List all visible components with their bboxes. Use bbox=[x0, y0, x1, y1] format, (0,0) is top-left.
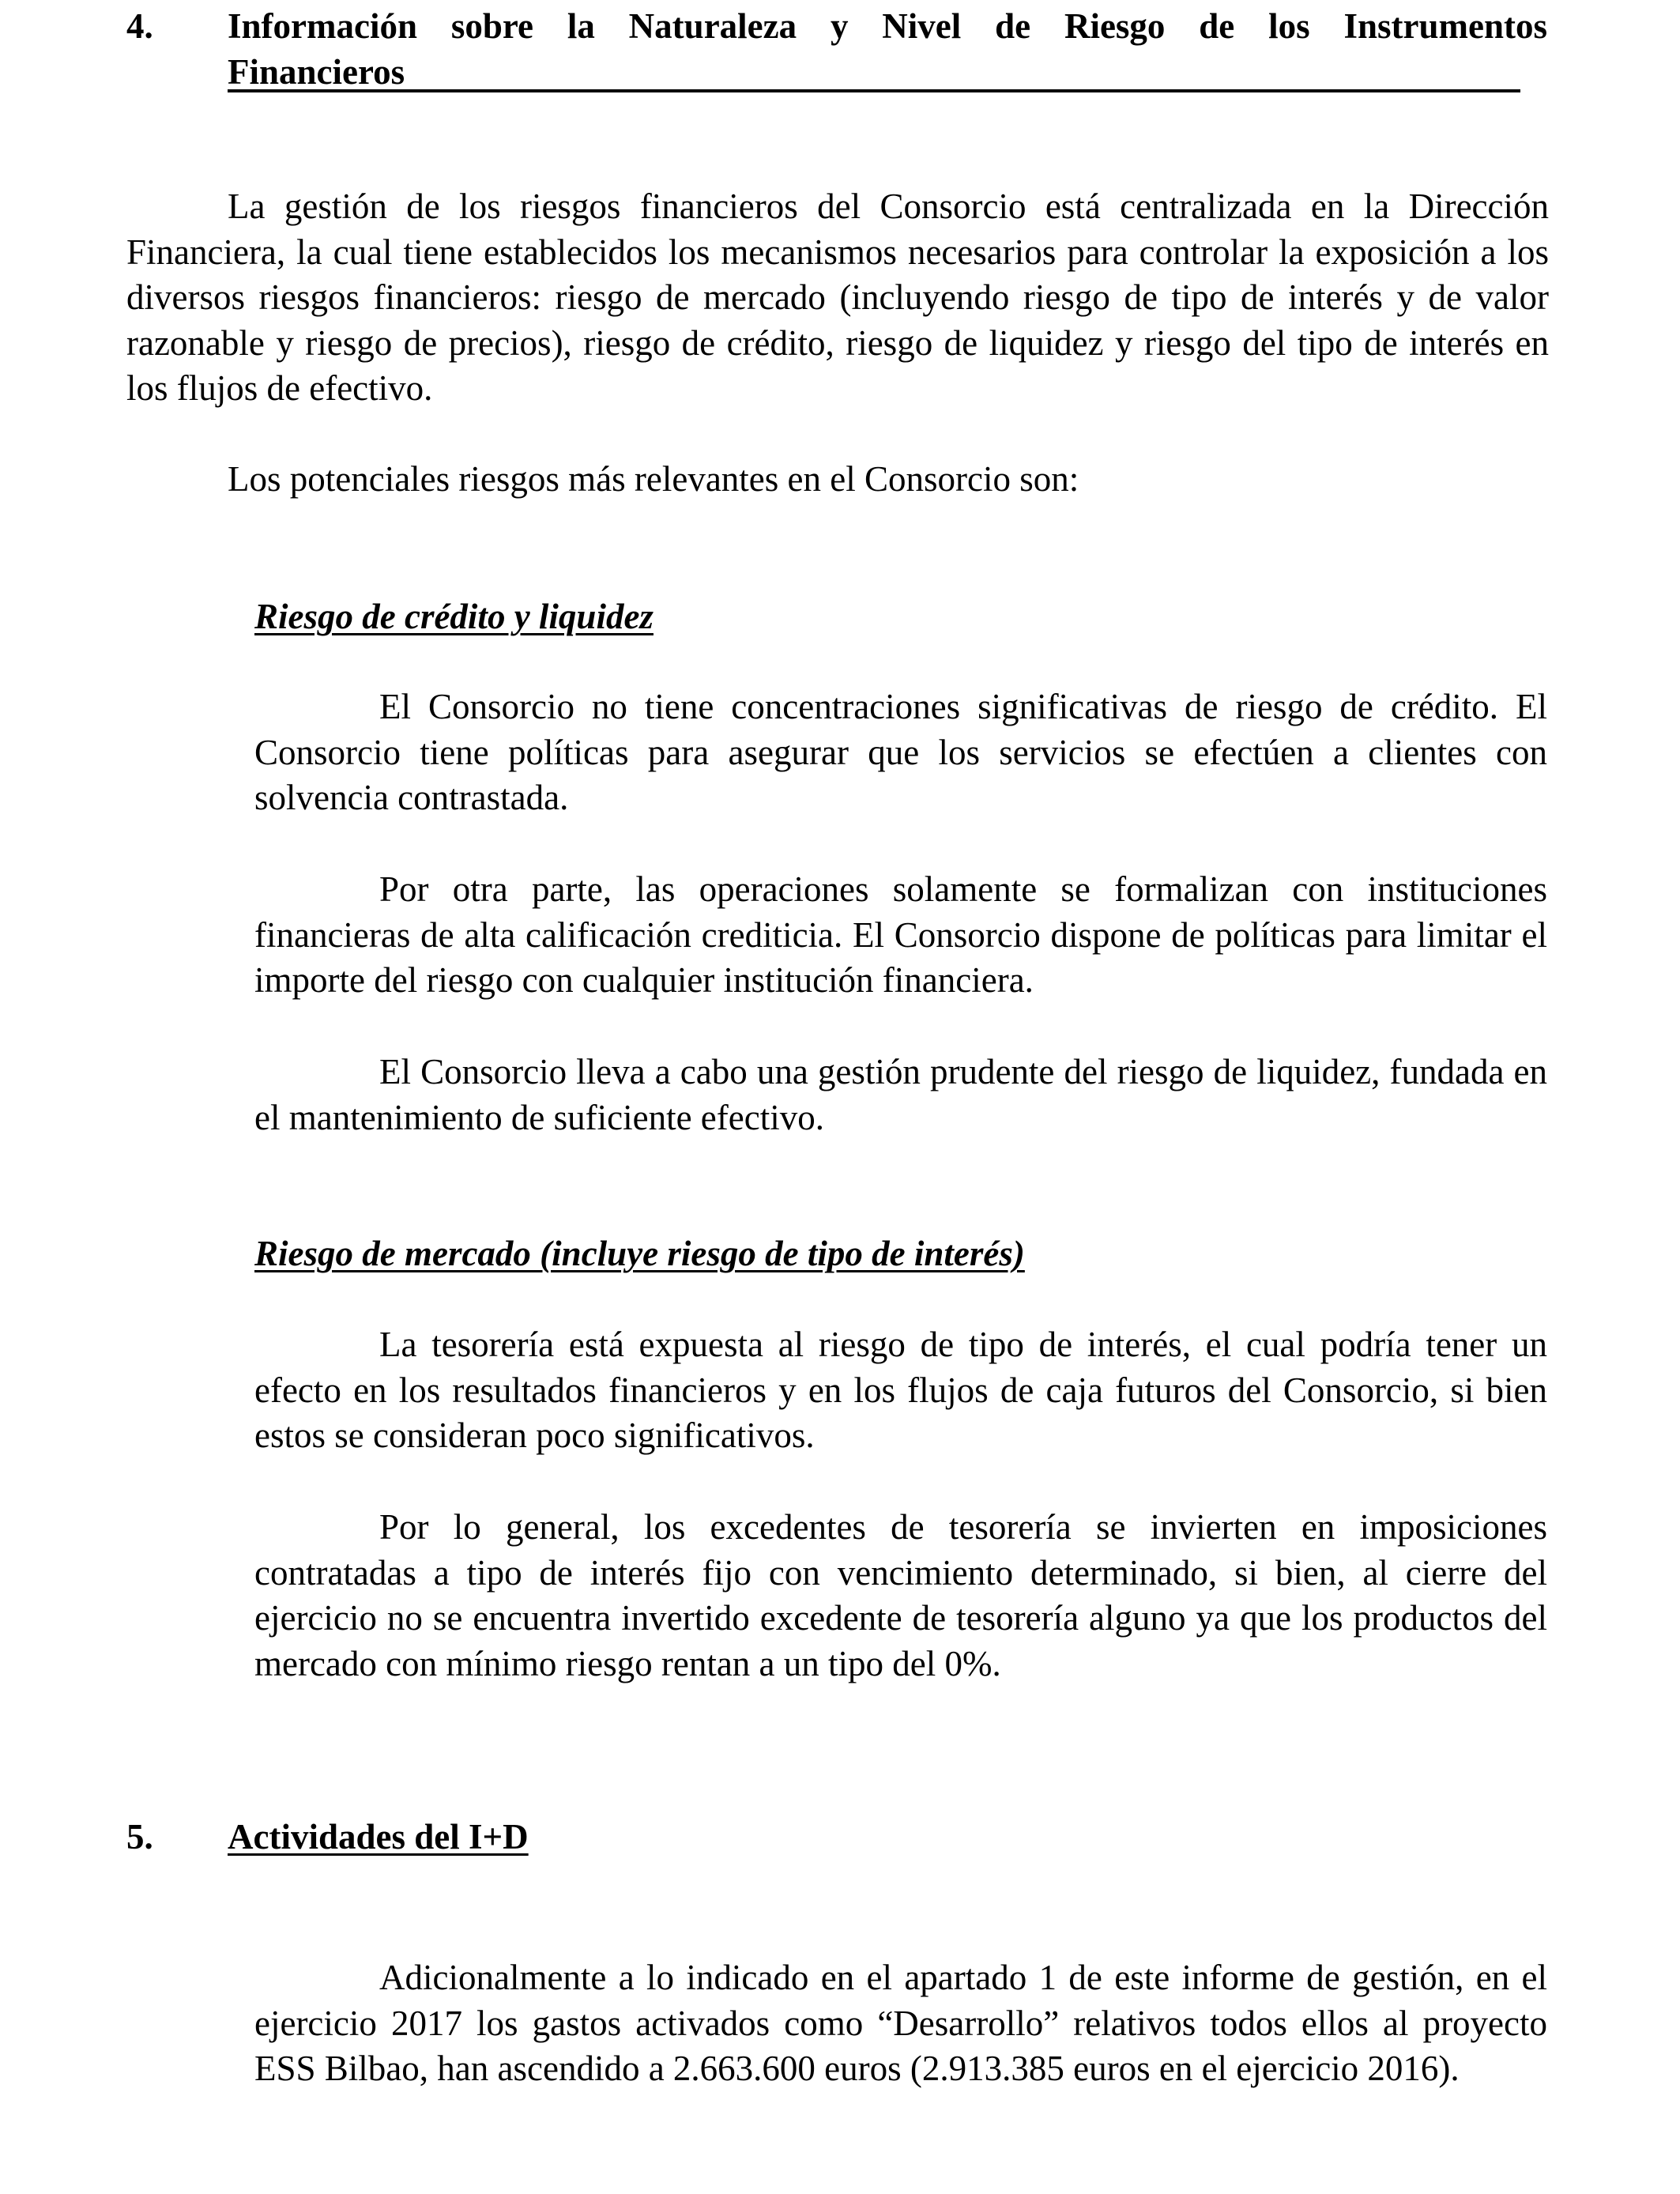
section-5-title: Actividades del I+D bbox=[228, 1817, 529, 1857]
credit-liquidity-heading: Riesgo de crédito y liquidez bbox=[254, 597, 654, 636]
credit-liquidity-paragraph-3: El Consorcio lleva a cabo una gestión prudente del riesgo de liquidez, fundada en el mantenimiento de suficiente efectivo. bbox=[254, 1052, 1547, 1137]
market-risk-paragraph-1: La tesorería está expuesta al riesgo de tipo de interés, el cual podría tener un efecto en los resultados financieros y en los flujos de caja futuros del Consorcio, si bien estos se consideran poco significativos. bbox=[254, 1325, 1547, 1455]
market-risk-paragraph-2: Por lo general, los excedentes de tesorería se invierten en imposiciones contratadas a tipo de interés fijo con vencimiento determinado, si bien, al cierre del ejercicio no se encuentra invertido excedente de tesorería alguno ya que los productos del mercado con mínimo riesgo rentan a un tipo del 0%. bbox=[254, 1507, 1547, 1683]
section-4-title: Información sobre la Naturaleza y Nivel de Riesgo de los Instrumentos Financieros bbox=[228, 6, 1547, 92]
section-5-paragraph: Adicionalmente a lo indicado en el apartado 1 de este informe de gestión, en el ejercicio 2017 los gastos activados como “Desarrollo” relativos todos ellos al proyecto ESS Bilbao, han ascendido a 2.663.600 euros (2.913.385 euros en el ejercicio 2016). bbox=[254, 1958, 1547, 2088]
credit-liquidity-paragraph-2: Por otra parte, las operaciones solamente se formalizan con instituciones financieras de alta calificación crediticia. El Consorcio dispone de políticas para limitar el importe del riesgo con cualquier institución financiera. bbox=[254, 869, 1547, 1000]
section-4-number: 4. bbox=[126, 6, 153, 46]
section-4-title-underline bbox=[228, 89, 1520, 92]
credit-liquidity-paragraph-1: El Consorcio no tiene concentraciones significativas de riesgo de crédito. El Consorcio tiene políticas para asegurar que los servicios se efectúen a clientes con solvencia contrastada. bbox=[254, 687, 1547, 817]
section-4-intro-paragraph: La gestión de los riesgos financieros del Consorcio está centralizada en la Dirección Financiera, la cual tiene establecidos los mecanismos necesarios para controlar la exposición a los diversos riesgos financieros: riesgo de mercado (incluyendo riesgo de tipo de interés y de valor razonable y riesgo de precios), riesgo de crédito, riesgo de liquidez y riesgo del tipo de interés en los flujos de efectivo. bbox=[126, 187, 1549, 408]
section-5-number: 5. bbox=[126, 1817, 153, 1857]
section-4-relevant-risks-line: Los potenciales riesgos más relevantes en el Consorcio son: bbox=[228, 459, 1079, 499]
market-risk-heading: Riesgo de mercado (incluye riesgo de tipo de interés) bbox=[254, 1234, 1025, 1273]
